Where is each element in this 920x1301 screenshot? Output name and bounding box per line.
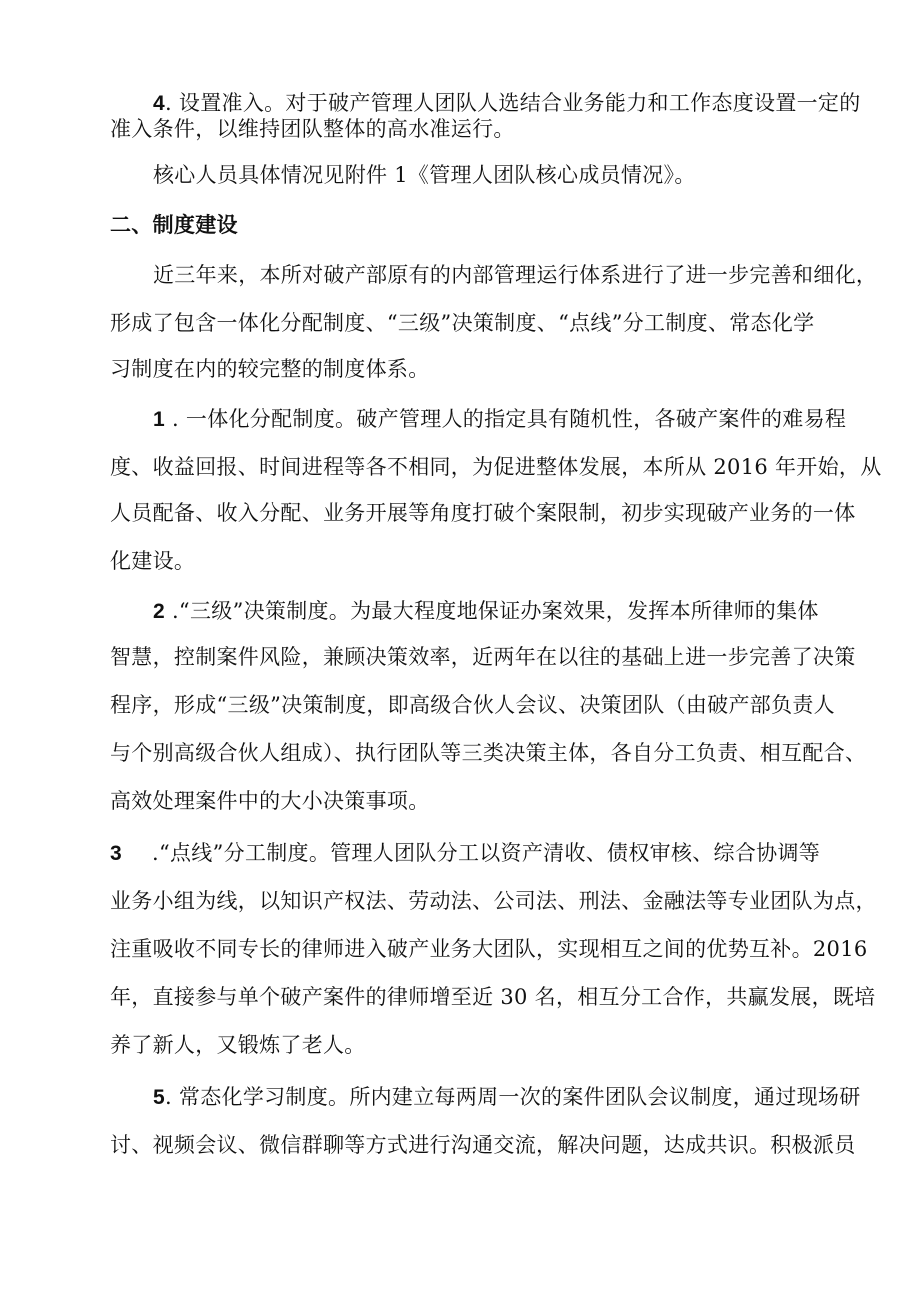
paragraph-line: 形成了包含一体化分配制度、“三级”决策制度、“点线”分工制度、常态化学	[110, 311, 815, 335]
paragraph-line: 核心人员具体情况见附件 1《管理人团队核心成员情况》。	[153, 163, 696, 187]
paragraph-line: 人员配备、收入分配、业务开展等角度打破个案限制，初步实现破产业务的一体	[110, 501, 856, 525]
paragraph-line: 智慧，控制案件风险，兼顾决策效率，近两年在以往的基础上进一步完善了决策	[110, 645, 856, 669]
paragraph-line: 养了新人，又锻炼了老人。	[110, 1033, 366, 1057]
item-number: 3	[110, 842, 122, 865]
paragraph-text: . 一体化分配制度。破产管理人的指定具有随机性，各破产案件的难易程	[164, 407, 847, 431]
paragraph-line: 讨、视频会议、微信群聊等方式进行沟通交流，解决问题，达成共识。积极派员	[110, 1133, 856, 1157]
item-number: 4	[153, 92, 165, 115]
paragraph-line	[110, 838, 820, 869]
paragraph-line: 与个别高级合伙人组成）、执行团队等三类决策主体，各自分工负责、相互配合、	[110, 741, 867, 765]
paragraph-text: . 常态化学习制度。所内建立每两周一次的案件团队会议制度，通过现场研	[164, 1085, 861, 1109]
paragraph-line: 年，直接参与单个破产案件的律师增至近 30 名，相互分工合作，共赢发展，既培	[110, 985, 876, 1009]
paragraph-line: 准入条件，以维持团队整体的高水准运行。	[110, 117, 515, 141]
paragraph-line	[153, 596, 819, 627]
item-number: 1	[153, 408, 165, 431]
paragraph-line: 业务小组为线，以知识产权法、劳动法、公司法、刑法、金融法等专业团队为点，	[110, 889, 877, 913]
paragraph-text: . 设置准入。对于破产管理人团队人选结合业务能力和工作态度设置一定的	[164, 91, 861, 115]
paragraph-line	[153, 1082, 861, 1113]
paragraph-line: 高效处理案件中的大小决策事项。	[110, 789, 430, 813]
paragraph-line: 度、收益回报、时间进程等各不相同，为促进整体发展，本所从 2016 年开始，从	[110, 455, 882, 479]
paragraph-line	[153, 404, 846, 435]
item-number: 5	[153, 1086, 165, 1109]
section-heading: 二、制度建设	[110, 213, 238, 237]
paragraph-line: 近三年来，本所对破产部原有的内部管理运行体系进行了进一步完善和细化，	[153, 263, 878, 287]
item-number: 2	[153, 600, 165, 623]
paragraph-line: 程序，形成“三级”决策制度，即高级合伙人会议、决策团队（由破产部负责人	[110, 693, 835, 717]
paragraph-line: 注重吸收不同专长的律师进入破产业务大团队，实现相互之间的优势互补。2016	[110, 937, 868, 961]
paragraph-line: 化建设。	[110, 549, 196, 573]
paragraph-text: .“点线”分工制度。管理人团队分工以资产清收、债权审核、综合协调等	[152, 841, 821, 865]
paragraph-line: 习制度在内的较完整的制度体系。	[110, 357, 430, 381]
paragraph-text: .“三级”决策制度。为最大程度地保证办案效果，发挥本所律师的集体	[164, 599, 819, 623]
